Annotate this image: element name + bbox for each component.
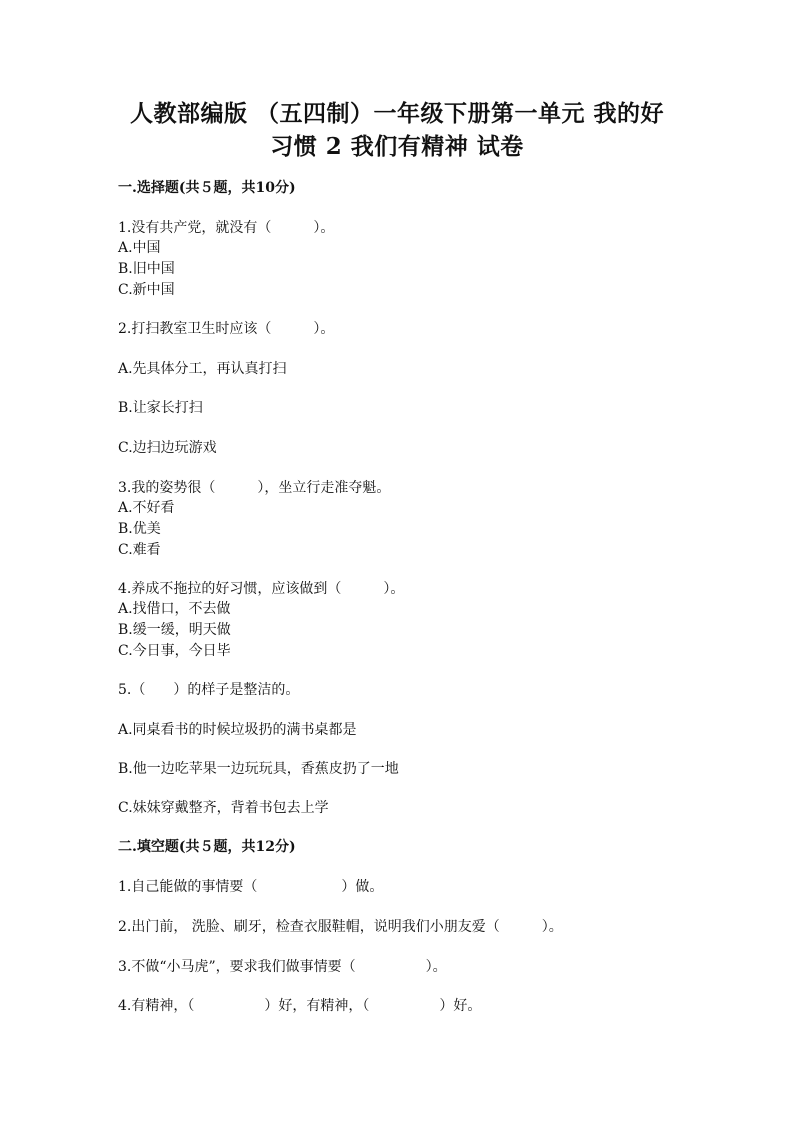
question-option: A.不好看: [118, 500, 175, 516]
fill-question: 3.不做“小马虎”，要求我们做事情要（ ）。: [118, 959, 447, 975]
question-option: A.同桌看书的时候垃圾扔的满书桌都是: [118, 722, 357, 738]
question-option: B.旧中国: [118, 261, 175, 277]
question-option: C.今日事，今日毕: [118, 643, 231, 659]
question-option: A.先具体分工，再认真打扫: [118, 361, 287, 377]
question-option: B.优美: [118, 521, 161, 537]
question-text: 5.（ ）的样子是整洁的。: [118, 682, 300, 698]
question-option: B.让家长打扫: [118, 400, 203, 416]
question-option: A.找借口，不去做: [118, 601, 231, 617]
question-option: B.他一边吃苹果一边玩玩具，香蕉皮扔了一地: [118, 761, 399, 777]
question-text: 2.打扫教室卫生时应该（ ）。: [118, 321, 335, 337]
fill-question: 2.出门前， 洗脸、刷牙，检查衣服鞋帽，说明我们小朋友爱（ ）。: [118, 919, 563, 935]
exam-title-line-2: 习惯 2 我们有精神 试卷: [270, 133, 524, 160]
question-option: C.难看: [118, 542, 161, 558]
exam-title-line-1: 人教部编版 （五四制）一年级下册第一单元 我的好: [129, 100, 664, 127]
question-text: 3.我的姿势很（ ），坐立行走准夺魁。: [118, 480, 391, 496]
fill-question: 1.自己能做的事情要（ ）做。: [118, 879, 384, 895]
section-heading-choice: 一.选择题(共５题，共10分): [118, 180, 296, 196]
question-option: B.缓一缓，明天做: [118, 622, 231, 638]
question-text: 4.养成不拖拉的好习惯，应该做到（ ）。: [118, 581, 405, 597]
question-option: C.新中国: [118, 282, 175, 298]
question-option: A.中国: [118, 240, 161, 256]
section-heading-fill: 二.填空题(共５题，共12分): [118, 839, 296, 855]
question-option: C.妹妹穿戴整齐，背着书包去上学: [118, 800, 329, 816]
fill-question: 4.有精神，（ ）好，有精神，（ ）好。: [118, 998, 482, 1014]
question-text: 1.没有共产党，就没有（ ）。: [118, 220, 335, 236]
question-option: C.边扫边玩游戏: [118, 440, 217, 456]
